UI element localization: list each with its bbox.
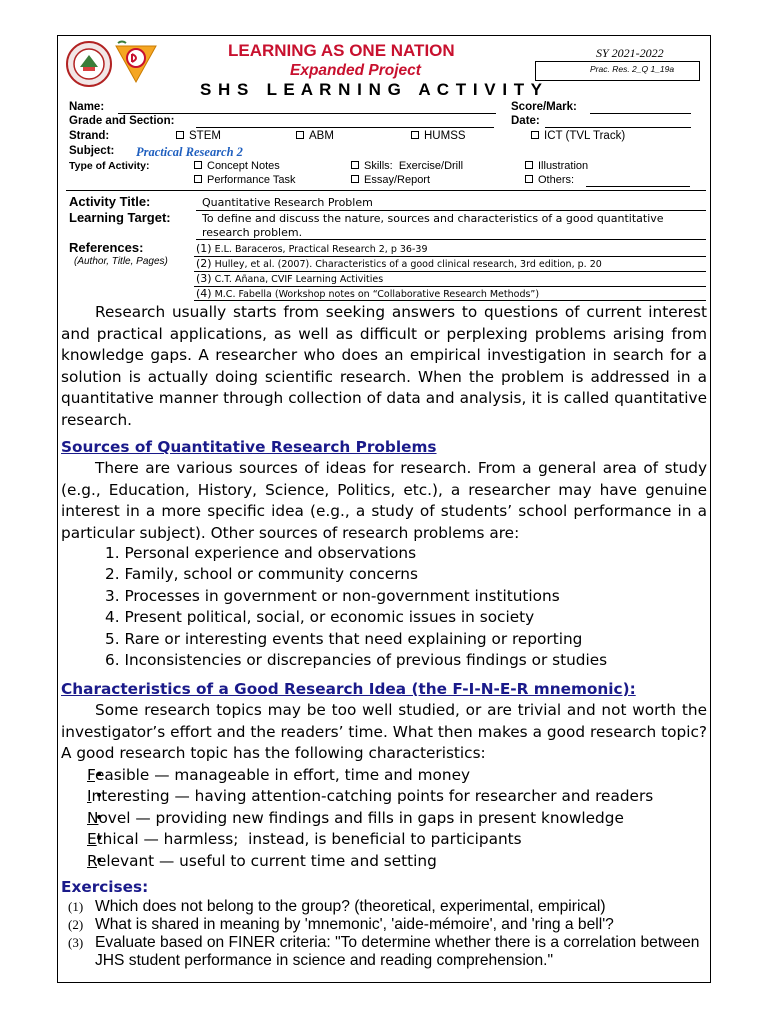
type-essay-report[interactable]: Essay/Report	[351, 174, 430, 186]
date-label: Date:	[511, 115, 540, 127]
checkbox-icon	[525, 175, 533, 183]
grade-label: Grade and Section:	[69, 115, 175, 127]
type-illustration[interactable]: Illustration	[525, 160, 588, 172]
others-field[interactable]	[586, 186, 690, 187]
type-performance-task[interactable]: Performance Task	[194, 174, 295, 186]
list-item: 2. Family, school or community concerns	[105, 565, 418, 584]
strand-option-abm[interactable]: ABM	[296, 130, 334, 142]
references-sub: (Author, Title, Pages)	[74, 256, 168, 267]
checkbox-icon	[176, 131, 184, 139]
learning-target-value: To define and discuss the nature, sources and characteristics of a good quantitative research problem.	[202, 212, 664, 239]
list-item: 3. Processes in government or non-government institutions	[105, 586, 560, 605]
name-field[interactable]	[118, 113, 496, 114]
list-item: 6. Inconsistencies or discrepancies of previous findings or studies	[105, 651, 608, 670]
list-item: • Ethical — harmless; instead, is beneficial to participants	[87, 829, 653, 850]
learning-target-line	[196, 239, 706, 240]
activity-code: Prac. Res. 2_Q 1_19a	[590, 64, 675, 74]
grade-field[interactable]	[196, 127, 494, 128]
exercise-item: (1) Which does not belong to the group? (theoretical, experimental, empirical)	[68, 898, 606, 915]
intro-paragraph: Research usually starts from seeking answers to questions of current interest and practical applications, as well as difficult or perplexing problems arising from knowledge gaps. A researcher who does an empirical investigation in search for a solution is actually doing scientific research. When the problem is addressed in a quantitative manner through collection of data and analysis, it is called quantitative research.	[61, 303, 707, 429]
references-label: References:	[69, 240, 144, 255]
campaign-title: LEARNING AS ONE NATION	[228, 41, 455, 60]
activity-title-label: Activity Title:	[69, 194, 151, 209]
division-logo	[112, 40, 160, 84]
strand-option-ict[interactable]: ICT (TVL Track)	[531, 130, 625, 142]
characteristics-heading: Characteristics of a Good Research Idea (the F-I-N-E-R mnemonic):	[61, 680, 636, 698]
subject-value: Practical Research 2	[136, 145, 243, 159]
school-year: SY 2021-2022	[596, 46, 664, 60]
type-others[interactable]: Others:	[525, 174, 574, 186]
type-concept-notes[interactable]: Concept Notes	[194, 160, 280, 172]
list-item: 5. Rare or interesting events that need explaining or reporting	[105, 629, 583, 648]
activity-title-value: Quantitative Research Problem	[202, 196, 373, 209]
school-seal-logo	[66, 41, 112, 87]
reference-item: (2) Hulley, et al. (2007). Characteristics of a good clinical research, 3rd edition, p. 20	[196, 257, 602, 270]
strand-label: Strand:	[69, 130, 110, 142]
characteristics-paragraph: Some research topics may be too well studied, or are trivial and not worth the investigator’s effort and the readers’ time. What then makes a good research topic? A good research topic has the following characteristics:	[61, 701, 707, 763]
sources-paragraph: There are various sources of ideas for research. From a general area of study (e.g., Education, History, Science, Politics, etc.), a researcher may have genuine interest in a more specific idea (e.g., a study of students’ school performance in a particular subject). Other sources of research problems are:	[61, 459, 707, 542]
reference-item: (1) E.L. Baraceros, Practical Research 2, p 36-39	[196, 242, 428, 255]
sources-heading: Sources of Quantitative Research Problems	[61, 438, 437, 456]
checkbox-icon	[296, 131, 304, 139]
reference-item: (3) C.T. Añana, CVIF Learning Activities	[196, 272, 384, 285]
exercise-item: (3) Evaluate based on FINER criteria: "To determine whether there is a correlation between JHS student performance in science and reading comprehension."	[68, 934, 700, 969]
type-label: Type of Activity:	[69, 160, 150, 172]
date-field[interactable]	[545, 127, 691, 128]
checkbox-icon	[531, 131, 539, 139]
list-item: 4. Present political, social, or economic issues in society	[105, 608, 535, 627]
exercise-item: (2) What is shared in meaning by 'mnemonic', 'aide-mémoire', and 'ring a bell'?	[68, 916, 614, 933]
project-title: Expanded Project	[290, 62, 421, 79]
checkbox-icon	[411, 131, 419, 139]
checkbox-icon	[351, 161, 359, 169]
reference-line	[194, 300, 706, 301]
checkbox-icon	[194, 161, 202, 169]
list-item: 1. Personal experience and observations	[105, 544, 417, 562]
list-item: • Feasible — manageable in effort, time and money	[87, 765, 653, 786]
activity-title-line	[196, 210, 706, 211]
sheet-title: S H S L E A R N I N G A C T I V I T Y	[200, 80, 543, 99]
checkbox-icon	[351, 175, 359, 183]
score-label: Score/Mark:	[511, 101, 577, 113]
divider	[66, 190, 706, 191]
list-item: • Novel — providing new findings and fills in gaps in present knowledge	[87, 808, 653, 829]
reference-item: (4) M.C. Fabella (Workshop notes on “Collaborative Research Methods”)	[196, 287, 540, 300]
list-item: • Relevant — useful to current time and setting	[87, 851, 653, 872]
type-skills[interactable]: Skills: Exercise/Drill	[351, 160, 463, 172]
sources-list	[61, 543, 607, 671]
name-label: Name:	[69, 101, 105, 113]
strand-option-stem[interactable]: STEM	[176, 130, 221, 142]
checkbox-icon	[194, 175, 202, 183]
exercises-heading: Exercises:	[61, 878, 149, 896]
score-field[interactable]	[590, 113, 691, 114]
list-item: • Interesting — having attention-catching points for researcher and readers	[87, 786, 653, 807]
strand-option-humss[interactable]: HUMSS	[411, 130, 466, 142]
learning-target-label: Learning Target:	[69, 210, 171, 225]
finer-list	[61, 765, 653, 872]
checkbox-icon	[525, 161, 533, 169]
subject-label: Subject:	[69, 145, 115, 157]
